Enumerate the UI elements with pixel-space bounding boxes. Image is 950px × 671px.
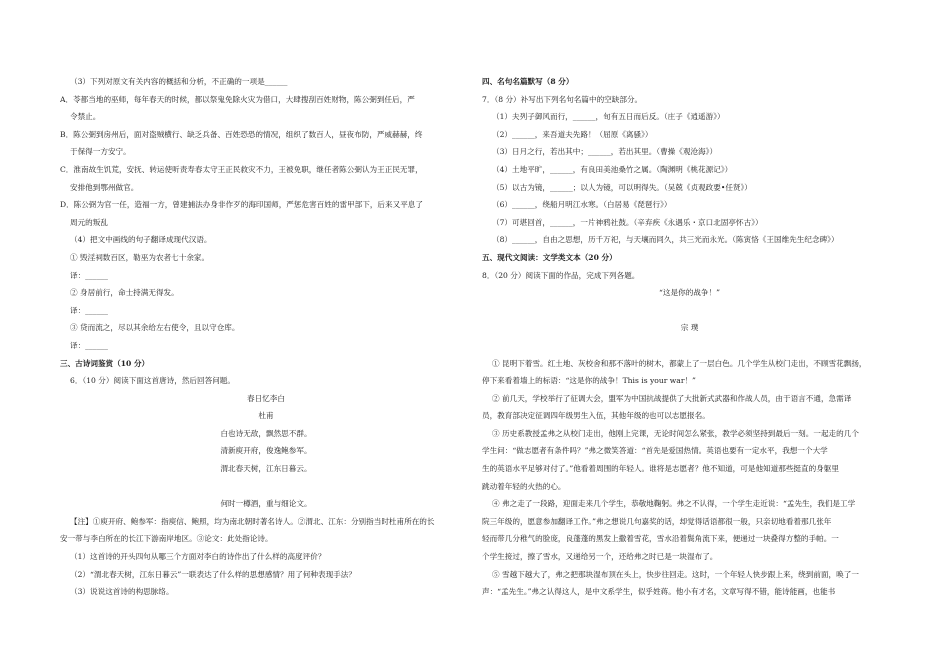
right-text-line: 员，教育部决定征调四年级男生入伍，其他年级的也可以志愿报名。 — [482, 411, 710, 421]
right-text-line: （2）______，来吾道夫先路！（屈原《离骚》） — [492, 129, 653, 139]
right-text-line: ① 昆明下着雪。红土地、灰校舍和那不落叶的树木，都蒙上了一层白色。几个学生从校门走出，不顾雪花飘扬， — [492, 358, 867, 368]
right-text-line: （7）可堪回首，______，一片神鸦社鼓。（辛弃疾《永遇乐・京口北固亭怀古》） — [492, 217, 763, 227]
left-text-line: 译：______ — [70, 305, 108, 315]
right-text-line: （3）日月之行，若出其中；______，若出其里。（曹操《观沧海》） — [492, 147, 718, 157]
left-text-line: C．淮南故生饥荒，安抚、转运使听责寿春太守王正民救灾不力，王被免职，继任者陈公弼认为王正民无罪， — [60, 164, 423, 174]
right-spacer — [482, 337, 897, 355]
right-text-line: 停下来看着墙上的标语：“这是你的战争！This is your war！” — [482, 376, 696, 386]
left-poem-line: 渭北春天树，江东日暮云。 — [220, 464, 312, 474]
left-text-line: A．苓都当地的巫师，每年春天的时候，都以祭鬼免除火灾为借口，大肆搜刮百姓财物，陈公弼到任后，严 — [60, 94, 415, 104]
left-poem-line: 清新庾开府，俊逸鲍参军。 — [220, 446, 312, 456]
right-text-line: 院三年级的，愿意参加翻译工作。”弗之想说几句嘉奖的话，却觉得话语都很一般，只亲切地看着那几张年 — [482, 516, 832, 526]
right-text-line: 轻而带几分稚气的脸庞，良蓬蓬的黑发上撒着雪花，雪水沿着鬓角流下来，便递过一块叠得方整的手帕。一 — [482, 534, 839, 544]
right-text-line: （8）______，自由之思想，历千万祀，与天壤而同久，共三光而永光。（陈寅恪《王国维先生纪念碑》） — [492, 235, 839, 245]
left-text-line: ① 毁淫祠数百区，勒巫为农者七十余家。 — [70, 252, 210, 262]
left-poem-line: 白也诗无敌，飘然思不群。 — [220, 428, 312, 438]
left-section-heading: 三、古诗词鉴赏（10 分） — [60, 358, 150, 368]
right-text-line: 生的英语水平足够对付了。”他看着周围的年轻人。谁将是志愿者？他不知道，可是他知道那些挺直的身躯里 — [482, 464, 839, 474]
right-text-line: （5）以古为镜，______；以人为镜，可以明得失。（吴兢《贞观政要•任贤》） — [492, 182, 752, 192]
right-text-line: ⑤ 雪越下越大了，弗之把那块湿布顶在头上，快步往回走。这时，一个年轻人快步跟上来，绕到前面，唤了一 — [492, 569, 859, 579]
left-text-line: （3）下列对原文有关内容的概括和分析，不正确的一项是______ — [70, 77, 288, 86]
left-text-line: B．陈公弼到房州后，面对盗贼横行、缺乏兵备、百姓恐恐的情况，组织了数百人，昼夜布防，严威赫赫，终 — [60, 129, 423, 139]
right-spacer — [482, 302, 897, 320]
right-text-line: 跳动着年轻的火热的心。 — [482, 481, 566, 491]
right-text-line: 个学生接过，擦了雪水，又递给另一个，还给弗之时已是一块湿布了。 — [482, 552, 718, 562]
left-text-line: D．陈公弼为官一任，造福一方，曾建捕法办身非作歹的海印国师，严惩危害百姓的雷甲部下，后来又平息了 — [60, 200, 423, 210]
left-text-line: 周元的叛乱 — [70, 217, 108, 227]
right-text-line: ② 前几天，学校举行了征调大会，盟军为中国抗战提供了大批新式武器和作战人员，由于语言不通，急需译 — [492, 393, 852, 403]
right-section-heading: 五、现代文阅读：文学类文本（20 分） — [482, 252, 617, 262]
left-text-line: 6．（10 分）阅读下面这首唐诗，然后回答问题。 — [70, 376, 235, 386]
left-text-line: （4）把文中画线的句子翻译成现代汉语。 — [70, 235, 212, 245]
right-text-line: （4）土地平旷，______，有良田美池桑竹之属。（陶渊明《桃花源记》） — [492, 164, 733, 174]
left-spacer — [60, 478, 472, 496]
right-text-line: （6）______，绕船月明江水寒。（白居易《琵琶行》） — [492, 200, 672, 210]
left-text-line: 译：______ — [70, 270, 108, 280]
right-centered-title: “这是你的战争！” — [659, 288, 720, 298]
left-poem-line: 杜甫 — [258, 411, 274, 421]
left-poem-line: 春日忆李白 — [247, 393, 285, 403]
right-text-line: ③ 历史系教授孟弗之从校门走出，他刚上完课，无论时间怎么紧张，教学必须坚持到最后一刻。一起走的几个 — [492, 428, 859, 438]
left-text-line: 令禁止。 — [70, 112, 101, 122]
left-text-line: （3）说说这首诗的构思脉络。 — [70, 587, 174, 597]
left-text-line: 译：______ — [70, 340, 108, 350]
right-text-line: 学生问：“做志愿者有条件吗？”弗之微笑答道：“首先是爱国热情。英语也要有一定水平，我想一个大学 — [482, 446, 828, 456]
right-text-line: ④ 弗之走了一段路，迎面走来几个学生，恭敬地鞠躬。弗之不认得，一个学生走近说：“孟先生，我们是工学 — [492, 499, 856, 509]
left-text-line: 于保得一方安宁。 — [70, 147, 131, 157]
left-text-line: （1）这首诗的开头四句从哪三个方面对李白的诗作出了什么样的高度评价？ — [70, 552, 326, 562]
left-text-line: （2）“渭北春天树，江东日暮云”一联表达了什么样的思想感情？用了何种表现手法？ — [70, 569, 356, 579]
right-section-heading: 四、名句名篇默写（8 分） — [482, 77, 574, 86]
right-centered-title: 宗 璞 — [680, 323, 699, 333]
right-text-line: 7．（8 分）补写出下列名句名篇中的空缺部分。 — [482, 94, 643, 104]
left-text-line: 【注】①庾开府、鲍参军：指庾信、鲍照，均为南北朝时著名诗人。②渭北、江东：分别指当时杜甫所在的长 — [70, 516, 435, 526]
left-text-line: 安一带与李白所在的长江下游南岸地区。③论文：此处指论诗。 — [60, 534, 273, 544]
right-text-line: 声：“孟先生。”弗之认得这人，是中文系学生，似乎姓蒋。他小有才名，文章写得不错，能诗能画，也能书 — [482, 587, 836, 597]
right-text-line: （1）夫列子御风而行，______，旬有五日而后反。（庄子《逍遥游》） — [492, 112, 725, 122]
left-text-line: ② 身居前行，命士持满无得发。 — [70, 288, 179, 298]
right-text-line: 8．（20 分）阅读下面的作品，完成下列各题。 — [482, 270, 640, 280]
right-column — [482, 73, 897, 601]
left-text-line: ③ 贷而流之，尽以其余给左右使令，且以守仓库。 — [70, 323, 240, 333]
left-poem-line: 何时一樽酒，重与细论文。 — [220, 499, 312, 509]
left-column — [60, 73, 472, 601]
left-text-line: 安排他到鄂州做官。 — [70, 182, 139, 192]
